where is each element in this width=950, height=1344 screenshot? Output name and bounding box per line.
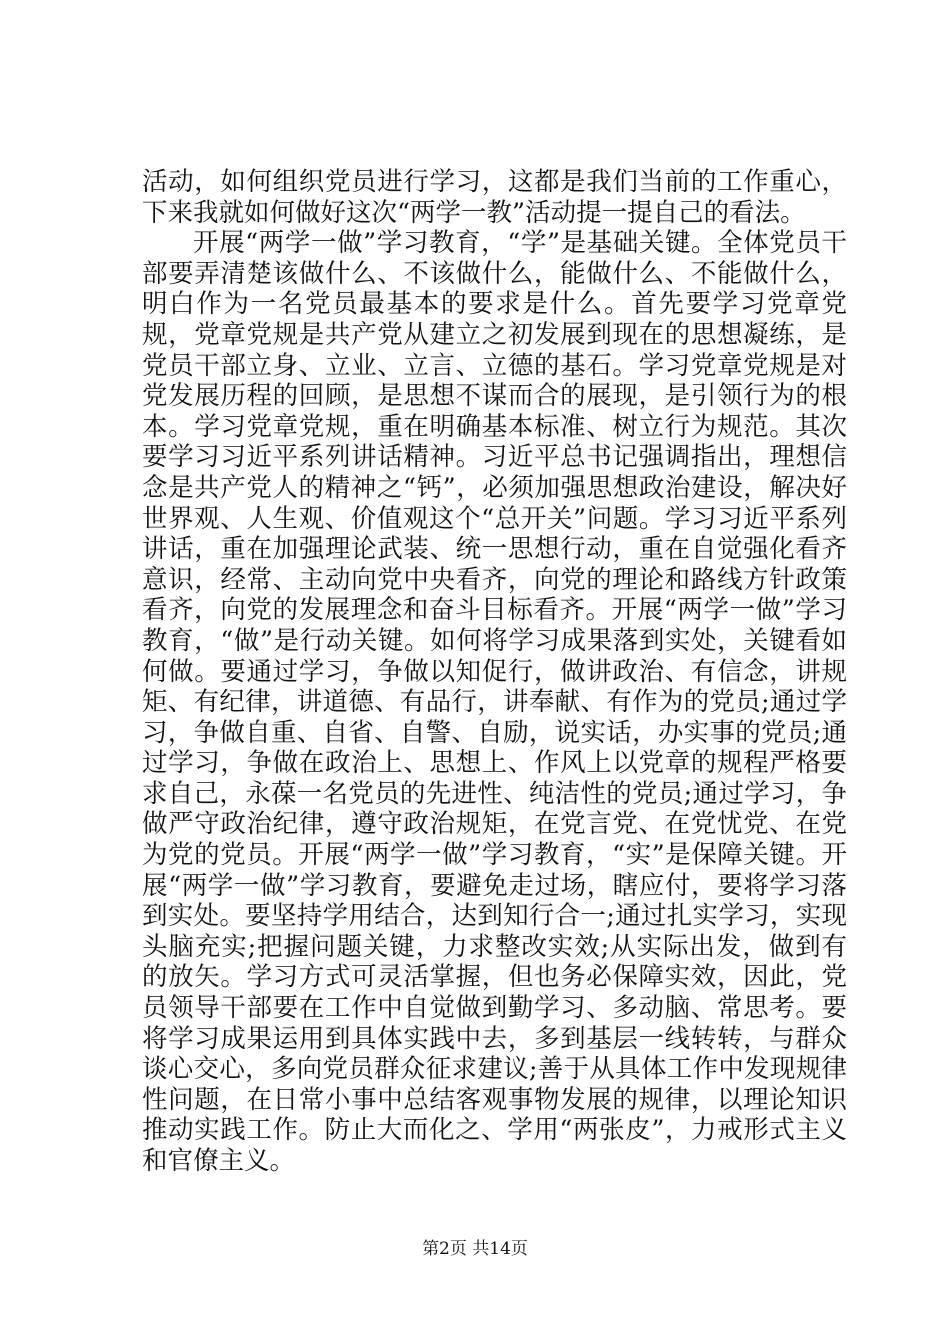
paragraph-main: 开展“两学一做”学习教育，“学”是基础关键。全体党员干部要弄清楚该做什么、不该做什么，能做什么、不能做什么，明白作为一名党员最基本的要求是什么。首先要学习党章党规，党章党规是共产党从建立之初发展到现在的思想凝练，是党员干部立身、立业、立言、立德的基石。学习党章党规是对党发展历程的回顾，是思想不谋而合的展现，是引领行为的根本。学习党章党规，重在明确基本标准、树立行为规范。其次要学习习近平系列讲话精神。习近平总书记强调指出，理想信念是共产党人的精神之“钙”，必须加强思想政治建设，解决好世界观、人生观、价值观这个“总开关”问题。学习习近平系列讲话，重在加强理论武装、统一思想行动，重在自觉强化看齐意识，经常、主动向党中央看齐，向党的理论和路线方针政策看齐，向党的发展理念和奋斗目标看齐。开展“两学一做”学习教育，“做”是行动关键。如何将学习成果落到实处，关键看如何做。要通过学习，争做以知促行，做讲政治、有信念，讲规矩、有纪律，讲道德、有品行，讲奉献、有作为的党员;通过学习，争做自重、自省、自警、自励，说实话，办实事的党员;通过学习，争做在政治上、思想上、作风上以党章的规程严格要求自己，永葆一名党员的先进性、纯洁性的党员;通过学习，争做严守政治纪律，遵守政治规矩，在党言党、在党忧党、在党为党的党员。开展“两学一做”学习教育，“实”是保障关键。开展“两学一做”学习教育，要避免走过场，瞎应付，要将学习落到实处。要坚持学用结合，达到知行合一;通过扎实学习，实现头脑充实;把握问题关键，力求整改实效;从实际出发，做到有的放矢。学习方式可灵活掌握，但也务必保障实效，因此，党员领导干部要在工作中自觉做到勤学习、多动脑、常思考。要将学习成果运用到具体实践中去，多到基层一线转转，与群众谈心交心，多向党员群众征求建议;善于从具体工作中发现规律性问题，在日常小事中总结客观事物发展的规律，以理论知识推动实践工作。防止大而化之、学用“两张皮”，力戒形式主义和官僚主义。 — [142, 228, 847, 1176]
paragraph-continuation: 活动，如何组织党员进行学习，这都是我们当前的工作重心，下来我就如何做好这次“两学一教”活动提一提自己的看法。 — [142, 167, 847, 228]
page-footer: 第2页 共14页 — [422, 1239, 528, 1259]
body-text — [142, 167, 847, 1177]
